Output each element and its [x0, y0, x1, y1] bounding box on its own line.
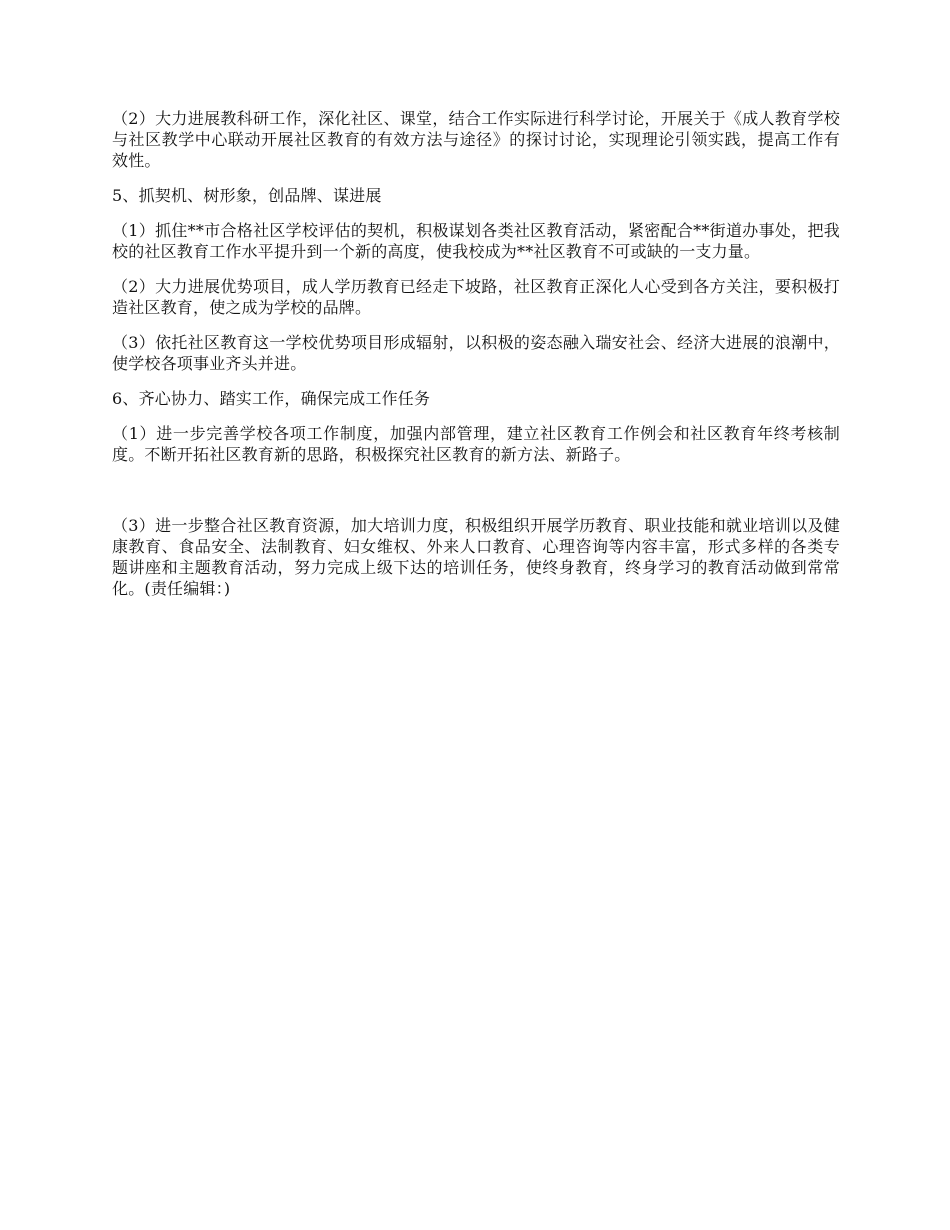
section-heading-6: 6、齐心协力、踏实工作，确保完成工作任务	[112, 389, 431, 408]
document-page	[112, 108, 840, 599]
paragraph-advantage-projects: （2）大力进展优势项目，成人学历教育已经走下坡路，社区教育正深化人心受到各方关注，要积极打造社区教育，使之成为学校的品牌。	[112, 277, 840, 317]
paragraph-seize-opportunity: （1）抓住**市合格社区学校评估的契机，积极谋划各类社区教育活动，紧密配合**街道办事处，把我校的社区教育工作水平提升到一个新的高度，使我校成为**社区教育不可或缺的一支力量。	[112, 221, 840, 261]
section-heading-5: 5、抓契机、树形象，创品牌、谋进展	[112, 186, 382, 205]
paragraph-research-work: （2）大力进展教科研工作，深化社区、课堂，结合工作实际进行科学讨论，开展关于《成人教育学校与社区教学中心联动开展社区教育的有效方法与途径》的探讨讨论，实现理论引领实践，提高工作有效性。	[112, 109, 840, 170]
paragraph-improve-system: （1）进一步完善学校各项工作制度，加强内部管理，建立社区教育工作例会和社区教育年终考核制度。不断开拓社区教育新的思路，积极探究社区教育的新方法、新路子。	[112, 424, 840, 464]
paragraph-radiation: （3）依托社区教育这一学校优势项目形成辐射，以积极的姿态融入瑞安社会、经济大进展的浪潮中，使学校各项事业齐头并进。	[112, 333, 840, 373]
paragraph-integrate-resources: （3）进一步整合社区教育资源，加大培训力度，积极组织开展学历教育、职业技能和就业培训以及健康教育、食品安全、法制教育、妇女维权、外来人口教育、心理咨询等内容丰富，形式多样的各类专题讲座和主题教育活动，努力完成上级下达的培训任务，使终身教育，终身学习的教育活动做到常常化。(责任编辑：)	[112, 516, 840, 598]
